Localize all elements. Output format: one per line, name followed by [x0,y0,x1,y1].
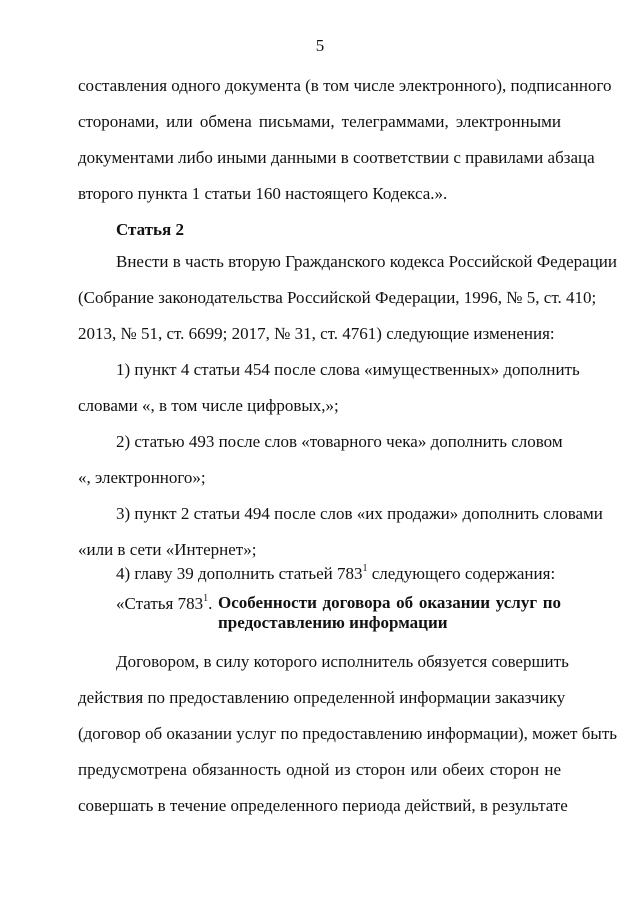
intro-line: 2013, № 51, ст. 6699; 2017, № 31, ст. 4761) следующие изменения: [78,324,555,343]
paragraph-line: действия по предоставлению определенной информации заказчику [78,688,566,707]
page-number: 5 [315,36,325,55]
paragraph-line: предусмотрена обязанность одной из сторон или обеих сторон не [78,760,561,779]
list-item-line: «, электронного»; [78,468,206,487]
paragraph-line: Договором, в силу которого исполнитель обязуется совершить [116,652,569,671]
superscript: 1 [203,593,209,605]
article-title-line: Особенности договора об оказании услуг по [218,593,561,612]
list-item-line: 3) пункт 2 статьи 494 после слов «их продажи» дополнить словами [116,504,603,523]
article-label-text: . [208,594,213,613]
article-title-line: предоставлению информации [218,613,448,632]
list-item-line: 1) пункт 4 статьи 454 после слова «имущественных» дополнить [116,360,580,379]
intro-line: (Собрание законодательства Российской Федерации, 1996, № 5, ст. 410; [78,288,597,307]
list-item-line [116,563,561,585]
intro-line: Внести в часть вторую Гражданского кодекса Российской Федерации [116,252,617,271]
list-item-line: словами «, в том числе цифровых,»; [78,396,339,415]
paragraph-line: второго пункта 1 статьи 160 настоящего Кодекса.». [78,184,448,203]
paragraph-line: документами либо иными данными в соответствии с правилами абзаца [78,148,595,167]
list-item-line: «или в сети «Интернет»; [78,540,257,559]
article-title [218,593,561,633]
article-label-text: «Статья 783 [116,594,204,613]
list-item-text: 4) главу 39 дополнить статьей 783 [116,564,363,583]
paragraph-line: сторонами, или обмена письмами, телеграммами, электронными [78,112,561,131]
article-heading: Статья 2 [116,220,184,239]
paragraph-line: (договор об оказании услуг по предоставлению информации), может быть [78,724,617,743]
list-item-text: следующего содержания: [367,564,556,583]
paragraph-line: совершать в течение определенного периода действий, в результате [78,796,568,815]
superscript: 1 [362,563,368,575]
article-label [116,593,212,615]
paragraph-line: составления одного документа (в том числе электронного), подписанного [78,76,612,95]
list-item-line: 2) статью 493 после слов «товарного чека» дополнить словом [116,432,563,451]
